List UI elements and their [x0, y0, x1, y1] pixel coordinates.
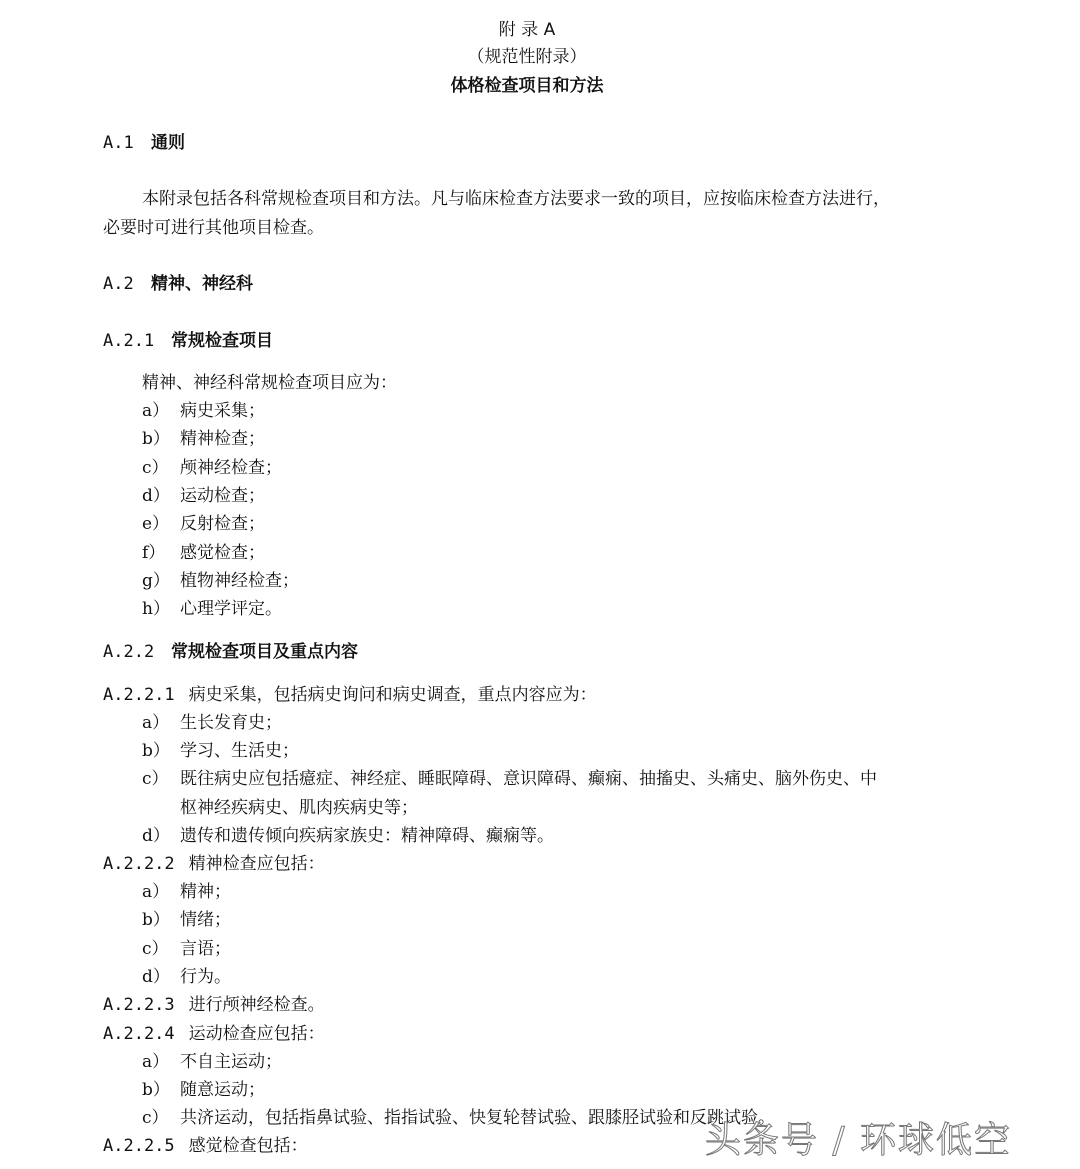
list-item-text: 植物神经检查； — [180, 570, 299, 591]
clause-a223 — [103, 995, 325, 1015]
section-a22-heading — [103, 642, 358, 662]
section-number: A.2 — [103, 274, 134, 294]
list-item — [142, 1108, 775, 1128]
section-title: 精神、神经科 — [151, 274, 253, 294]
section-title: 常规检查项目 — [171, 331, 273, 351]
section-number: A.1 — [103, 133, 134, 153]
list-marker: c） — [142, 1108, 169, 1128]
list-marker: e） — [142, 514, 170, 535]
list-item-text: 心理学评定。 — [180, 599, 282, 620]
list-item-text: 行为。 — [180, 966, 231, 987]
list-marker: b） — [142, 1080, 170, 1100]
list-marker: b） — [142, 429, 170, 450]
list-marker: c） — [142, 457, 169, 478]
clause-text: 病史采集，包括病史询问和病史调查，重点内容应为： — [188, 685, 597, 705]
list-item — [142, 1052, 282, 1072]
list-item-text: 精神检查； — [180, 429, 265, 450]
list-item — [142, 910, 231, 930]
clause-number: A.2.2.5 — [103, 1136, 175, 1156]
list-marker: d） — [142, 825, 170, 846]
list-marker: g） — [142, 570, 170, 591]
list-item — [142, 571, 299, 591]
list-item-text: 遗传和遗传倾向疾病家族史：精神障碍、癫痫等。 — [180, 825, 554, 846]
list-item-text: 生长发育史； — [180, 713, 282, 733]
list-item — [142, 967, 231, 987]
clause-text: 进行颅神经检查。 — [188, 995, 325, 1015]
list-item — [142, 401, 265, 421]
list-marker: a） — [142, 401, 170, 421]
paragraph: 本附录包括各科常规检查项目和方法。凡与临床检查方法要求一致的项目，应按临床检查方法进行， — [142, 189, 890, 209]
clause-a222 — [103, 854, 325, 874]
list-item — [142, 599, 282, 619]
list-item-text: 言语； — [180, 938, 231, 959]
list-marker: d） — [142, 485, 170, 506]
list-marker: d） — [142, 966, 170, 987]
clause-text: 感觉检查包括： — [188, 1136, 308, 1156]
list-marker: c） — [142, 938, 169, 959]
clause-a221 — [103, 685, 597, 705]
list-item — [142, 1080, 265, 1100]
list-item-text: 病史采集； — [180, 401, 265, 421]
list-marker: h） — [142, 599, 170, 620]
clause-text: 运动检查应包括： — [188, 1024, 325, 1044]
list-marker: f） — [142, 542, 166, 563]
list-marker: b） — [142, 910, 170, 931]
clause-number: A.2.2.1 — [103, 685, 175, 705]
appendix-label: 附 录 A — [498, 20, 556, 40]
list-item-text: 感觉检查； — [180, 542, 265, 563]
list-marker: b） — [142, 741, 170, 762]
list-marker: a） — [142, 882, 170, 902]
list-item — [142, 543, 265, 563]
list-item-text: 精神； — [180, 882, 231, 902]
clause-text: 精神检查应包括： — [188, 854, 325, 874]
watermark: 头条号 / 环球低空 — [705, 1120, 1013, 1161]
section-title: 常规检查项目及重点内容 — [171, 642, 358, 662]
list-item — [142, 882, 231, 902]
list-item-text: 运动检查； — [180, 485, 265, 506]
appendix-type: （规范性附录） — [467, 47, 587, 67]
list-item — [142, 713, 282, 733]
list-item — [142, 939, 231, 959]
list-item — [142, 458, 282, 478]
list-item-text: 随意运动； — [180, 1080, 265, 1100]
clause-a224 — [103, 1024, 325, 1044]
clause-number: A.2.2.4 — [103, 1024, 175, 1044]
list-item-text: 共济运动，包括指鼻试验、指指试验、快复轮替试验、跟膝胫试验和反跳试验。 — [180, 1108, 775, 1128]
list-item-text: 既往病史应包括癔症、神经症、睡眠障碍、意识障碍、癫痫、抽搐史、头痛史、脑外伤史、中 — [180, 769, 877, 790]
list-item — [142, 741, 299, 761]
section-number: A.2.1 — [103, 331, 155, 351]
list-marker: a） — [142, 713, 170, 733]
list-item-text: 学习、生活史； — [180, 741, 299, 762]
list-item-text: 颅神经检查； — [180, 457, 282, 478]
page-title: 体格检查项目和方法 — [450, 76, 604, 96]
paragraph: 精神、神经科常规检查项目应为： — [142, 373, 397, 393]
list-item — [142, 769, 877, 789]
list-item — [142, 429, 265, 449]
section-a21-heading — [103, 331, 273, 351]
list-item — [142, 826, 554, 846]
section-title: 通则 — [151, 133, 185, 153]
section-a1-heading — [103, 133, 185, 153]
list-item-continuation: 枢神经疾病史、肌肉疾病史等； — [180, 797, 418, 818]
list-item-text: 不自主运动； — [180, 1052, 282, 1072]
clause-a225 — [103, 1136, 308, 1156]
list-marker: a） — [142, 1052, 170, 1072]
list-item-text: 情绪； — [180, 910, 231, 931]
list-marker: c） — [142, 769, 169, 790]
section-a2-heading — [103, 274, 253, 294]
clause-number: A.2.2.3 — [103, 995, 175, 1015]
list-item — [142, 514, 265, 534]
section-number: A.2.2 — [103, 642, 155, 662]
paragraph: 必要时可进行其他项目检查。 — [103, 218, 324, 238]
list-item — [142, 486, 265, 506]
list-item-text: 反射检查； — [180, 514, 265, 535]
clause-number: A.2.2.2 — [103, 854, 175, 874]
